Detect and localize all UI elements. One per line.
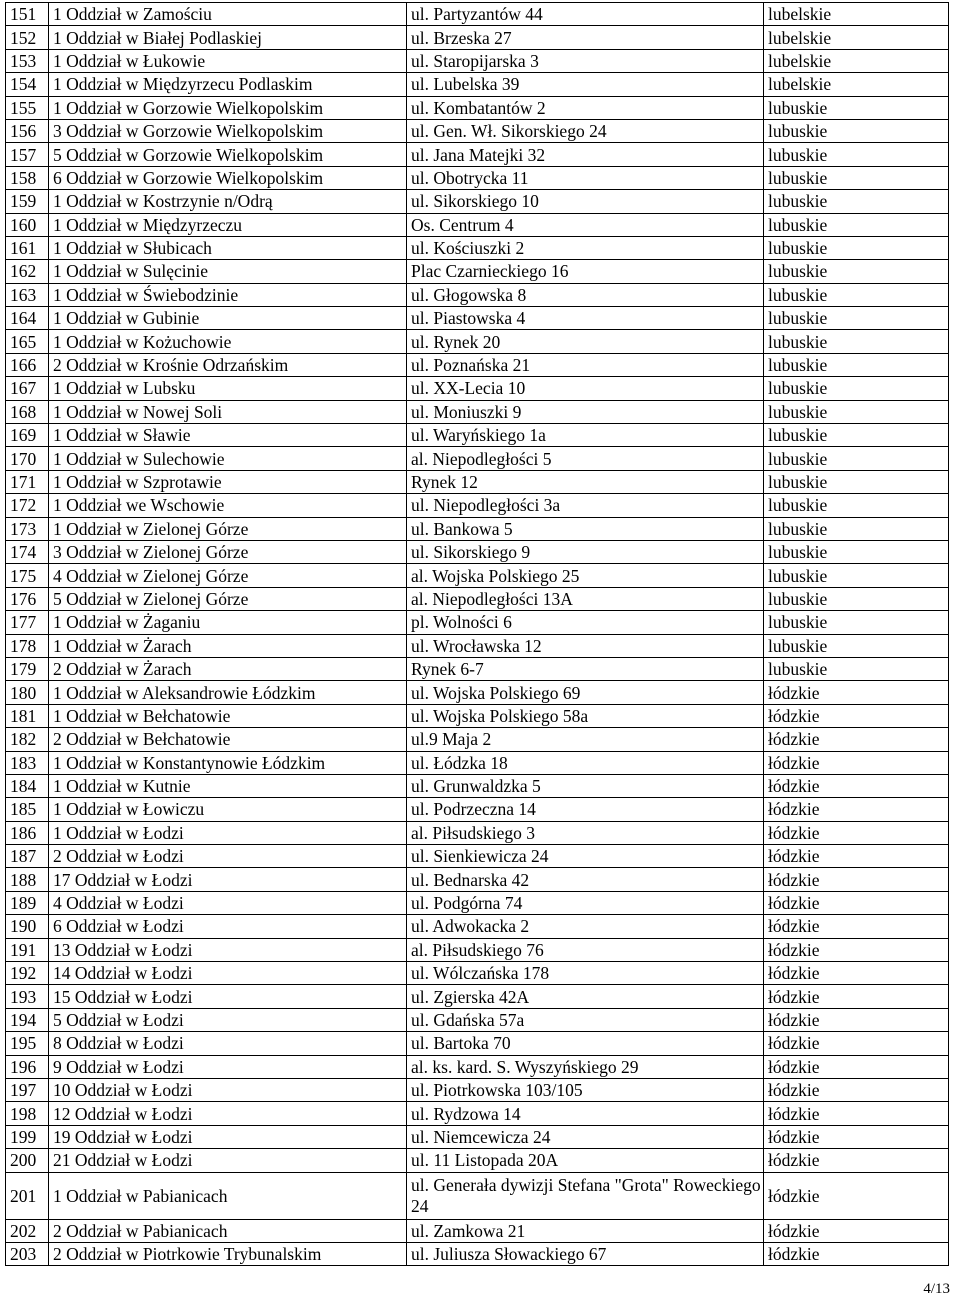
branch-name-cell: 1 Oddział w Lubsku [49,377,407,400]
branch-name-cell: 13 Oddział w Łodzi [49,938,407,961]
branch-name-cell: 1 Oddział w Białej Podlaskiej [49,26,407,49]
row-number-cell: 171 [6,470,49,493]
address-cell: Rynek 6-7 [407,657,764,680]
address-cell: ul. Adwokacka 2 [407,915,764,938]
address-cell: ul. Głogowska 8 [407,283,764,306]
row-number-cell: 192 [6,962,49,985]
branch-name-cell: 1 Oddział w Pabianicach [49,1172,407,1219]
region-cell: łódzkie [764,681,949,704]
address-cell: ul. Bednarska 42 [407,868,764,891]
region-cell: łódzkie [764,1102,949,1125]
table-row [6,821,949,844]
table-row [6,798,949,821]
table-row [6,611,949,634]
branch-name-cell: 1 Oddział w Żarach [49,634,407,657]
table-row [6,447,949,470]
region-cell: lubuskie [764,236,949,259]
address-cell: ul. Piastowska 4 [407,307,764,330]
table-row [6,307,949,330]
region-cell: lubuskie [764,143,949,166]
row-number-cell: 158 [6,166,49,189]
region-cell: łódzkie [764,1078,949,1101]
branch-name-cell: 1 Oddział w Zielonej Górze [49,517,407,540]
row-number-cell: 186 [6,821,49,844]
address-cell: al. Piłsudskiego 3 [407,821,764,844]
branch-name-cell: 1 Oddział w Międzyrzecu Podlaskim [49,73,407,96]
address-cell: ul. Sikorskiego 9 [407,540,764,563]
branch-name-cell: 1 Oddział w Zamościu [49,3,407,26]
branch-name-cell: 5 Oddział w Gorzowie Wielkopolskim [49,143,407,166]
table-body [6,3,949,1266]
address-cell: ul. Brzeska 27 [407,26,764,49]
row-number-cell: 198 [6,1102,49,1125]
address-cell: pl. Wolności 6 [407,611,764,634]
row-number-cell: 167 [6,377,49,400]
region-cell: łódzkie [764,938,949,961]
row-number-cell: 160 [6,213,49,236]
region-cell: łódzkie [764,1008,949,1031]
branch-name-cell: 5 Oddział w Łodzi [49,1008,407,1031]
table-row [6,985,949,1008]
address-cell: ul. Moniuszki 9 [407,400,764,423]
table-row [6,774,949,797]
branch-name-cell: 1 Oddział w Bełchatowie [49,704,407,727]
branch-name-cell: 4 Oddział w Zielonej Górze [49,564,407,587]
branch-name-cell: 14 Oddział w Łodzi [49,962,407,985]
row-number-cell: 200 [6,1149,49,1172]
branch-name-cell: 1 Oddział w Gorzowie Wielkopolskim [49,96,407,119]
address-cell: ul. Rynek 20 [407,330,764,353]
table-row [6,1149,949,1172]
region-cell: lubelskie [764,26,949,49]
table-row [6,73,949,96]
table-row [6,1055,949,1078]
branch-name-cell: 1 Oddział w Łowiczu [49,798,407,821]
region-cell: lubuskie [764,587,949,610]
row-number-cell: 176 [6,587,49,610]
region-cell: lubuskie [764,657,949,680]
row-number-cell: 189 [6,891,49,914]
region-cell: łódzkie [764,1172,949,1219]
row-number-cell: 201 [6,1172,49,1219]
branch-name-cell: 1 Oddział w Łukowie [49,49,407,72]
region-cell: lubuskie [764,307,949,330]
table-row [6,260,949,283]
table-row [6,868,949,891]
table-row [6,1242,949,1265]
table-row [6,751,949,774]
region-cell: lubuskie [764,494,949,517]
table-row [6,494,949,517]
region-cell: lubuskie [764,400,949,423]
address-cell: ul. Piotrkowska 103/105 [407,1078,764,1101]
address-cell: ul. Gen. Wł. Sikorskiego 24 [407,119,764,142]
region-cell: łódzkie [764,704,949,727]
row-number-cell: 180 [6,681,49,704]
address-cell: ul. Niepodległości 3a [407,494,764,517]
table-row [6,213,949,236]
region-cell: lubuskie [764,424,949,447]
row-number-cell: 170 [6,447,49,470]
region-cell: lubuskie [764,611,949,634]
table-row [6,330,949,353]
address-cell: ul. Bankowa 5 [407,517,764,540]
row-number-cell: 174 [6,540,49,563]
table-row [6,470,949,493]
region-cell: łódzkie [764,728,949,751]
region-cell: lubuskie [764,213,949,236]
row-number-cell: 185 [6,798,49,821]
region-cell: łódzkie [764,798,949,821]
row-number-cell: 173 [6,517,49,540]
region-cell: lubuskie [764,634,949,657]
branch-name-cell: 9 Oddział w Łodzi [49,1055,407,1078]
address-cell: al. Wojska Polskiego 25 [407,564,764,587]
address-cell: ul. 11 Listopada 20A [407,1149,764,1172]
address-cell: ul. Podrzeczna 14 [407,798,764,821]
address-cell: ul. Juliusza Słowackiego 67 [407,1242,764,1265]
branch-name-cell: 10 Oddział w Łodzi [49,1078,407,1101]
table-row [6,236,949,259]
table-row [6,728,949,751]
region-cell: łódzkie [764,821,949,844]
address-cell: ul. Łódzka 18 [407,751,764,774]
table-row [6,1125,949,1148]
table-row [6,962,949,985]
table-row [6,400,949,423]
table-row [6,283,949,306]
region-cell: łódzkie [764,962,949,985]
table-row [6,1219,949,1242]
region-cell: lubuskie [764,166,949,189]
region-cell: lubuskie [764,190,949,213]
address-cell: Plac Czarnieckiego 16 [407,260,764,283]
row-number-cell: 197 [6,1078,49,1101]
row-number-cell: 181 [6,704,49,727]
address-cell: ul. Zgierska 42A [407,985,764,1008]
table-row [6,657,949,680]
row-number-cell: 161 [6,236,49,259]
branch-name-cell: 17 Oddział w Łodzi [49,868,407,891]
table-row [6,49,949,72]
branch-name-cell: 1 Oddział w Międzyrzeczu [49,213,407,236]
table-row [6,424,949,447]
address-cell: al. ks. kard. S. Wyszyńskiego 29 [407,1055,764,1078]
row-number-cell: 202 [6,1219,49,1242]
table-row [6,845,949,868]
table-row [6,564,949,587]
address-cell: ul. Obotrycka 11 [407,166,764,189]
branch-name-cell: 1 Oddział w Aleksandrowie Łódzkim [49,681,407,704]
region-cell: lubuskie [764,540,949,563]
branch-name-cell: 8 Oddział w Łodzi [49,1032,407,1055]
region-cell: łódzkie [764,1242,949,1265]
table-row [6,938,949,961]
row-number-cell: 193 [6,985,49,1008]
table-row [6,166,949,189]
row-number-cell: 184 [6,774,49,797]
row-number-cell: 169 [6,424,49,447]
region-cell: łódzkie [764,915,949,938]
branch-name-cell: 1 Oddział we Wschowie [49,494,407,517]
table-row [6,704,949,727]
branch-table [5,2,949,1266]
branch-name-cell: 1 Oddział w Sulechowie [49,447,407,470]
table-row [6,143,949,166]
region-cell: lubuskie [764,377,949,400]
row-number-cell: 182 [6,728,49,751]
table-row [6,681,949,704]
row-number-cell: 199 [6,1125,49,1148]
row-number-cell: 190 [6,915,49,938]
address-cell: ul. Wólczańska 178 [407,962,764,985]
address-cell: ul. Lubelska 39 [407,73,764,96]
address-cell: ul. Gdańska 57a [407,1008,764,1031]
table-row [6,119,949,142]
branch-name-cell: 1 Oddział w Kutnie [49,774,407,797]
region-cell: łódzkie [764,1149,949,1172]
address-cell: ul.9 Maja 2 [407,728,764,751]
table-row [6,891,949,914]
row-number-cell: 183 [6,751,49,774]
region-cell: łódzkie [764,845,949,868]
branch-name-cell: 2 Oddział w Pabianicach [49,1219,407,1242]
branch-name-cell: 2 Oddział w Żarach [49,657,407,680]
region-cell: łódzkie [764,751,949,774]
branch-name-cell: 4 Oddział w Łodzi [49,891,407,914]
address-cell: ul. Rydzowa 14 [407,1102,764,1125]
address-cell: ul. Partyzantów 44 [407,3,764,26]
row-number-cell: 153 [6,49,49,72]
table-row [6,1102,949,1125]
branch-name-cell: 1 Oddział w Sulęcinie [49,260,407,283]
row-number-cell: 194 [6,1008,49,1031]
region-cell: lubuskie [764,564,949,587]
address-cell: ul. Wojska Polskiego 58a [407,704,764,727]
address-cell: al. Piłsudskiego 76 [407,938,764,961]
table-row [6,587,949,610]
table-row [6,1008,949,1031]
row-number-cell: 151 [6,3,49,26]
row-number-cell: 162 [6,260,49,283]
branch-name-cell: 2 Oddział w Krośnie Odrzańskim [49,353,407,376]
row-number-cell: 163 [6,283,49,306]
region-cell: łódzkie [764,891,949,914]
row-number-cell: 164 [6,307,49,330]
row-number-cell: 172 [6,494,49,517]
address-cell: ul. Bartoka 70 [407,1032,764,1055]
address-cell: ul. Zamkowa 21 [407,1219,764,1242]
branch-name-cell: 1 Oddział w Szprotawie [49,470,407,493]
region-cell: lubelskie [764,49,949,72]
address-cell: Rynek 12 [407,470,764,493]
table-row [6,190,949,213]
address-cell: ul. Niemcewicza 24 [407,1125,764,1148]
row-number-cell: 195 [6,1032,49,1055]
branch-name-cell: 1 Oddział w Słubicach [49,236,407,259]
region-cell: lubuskie [764,119,949,142]
row-number-cell: 177 [6,611,49,634]
row-number-cell: 178 [6,634,49,657]
branch-name-cell: 1 Oddział w Konstantynowie Łódzkim [49,751,407,774]
table-row [6,1172,949,1219]
table-row [6,517,949,540]
branch-name-cell: 1 Oddział w Kożuchowie [49,330,407,353]
row-number-cell: 159 [6,190,49,213]
region-cell: łódzkie [764,1219,949,1242]
row-number-cell: 157 [6,143,49,166]
row-number-cell: 168 [6,400,49,423]
region-cell: łódzkie [764,774,949,797]
table-row [6,26,949,49]
region-cell: łódzkie [764,1055,949,1078]
branch-name-cell: 5 Oddział w Zielonej Górze [49,587,407,610]
table-row [6,915,949,938]
row-number-cell: 152 [6,26,49,49]
address-cell: ul. Podgórna 74 [407,891,764,914]
branch-name-cell: 1 Oddział w Kostrzynie n/Odrą [49,190,407,213]
address-cell: ul. Generała dywizji Stefana "Grota" Roweckiego 24 [407,1172,764,1219]
region-cell: lubuskie [764,353,949,376]
address-cell: ul. Wojska Polskiego 69 [407,681,764,704]
page-number: 4/13 [923,1281,950,1297]
region-cell: lubelskie [764,3,949,26]
branch-name-cell: 6 Oddział w Łodzi [49,915,407,938]
branch-name-cell: 19 Oddział w Łodzi [49,1125,407,1148]
address-cell: ul. Kościuszki 2 [407,236,764,259]
address-cell: ul. Grunwaldzka 5 [407,774,764,797]
branch-name-cell: 1 Oddział w Łodzi [49,821,407,844]
branch-name-cell: 1 Oddział w Świebodzinie [49,283,407,306]
address-cell: ul. Sikorskiego 10 [407,190,764,213]
branch-name-cell: 1 Oddział w Nowej Soli [49,400,407,423]
address-cell: ul. Waryńskiego 1a [407,424,764,447]
address-cell: al. Niepodległości 5 [407,447,764,470]
table-row [6,1078,949,1101]
branch-name-cell: 2 Oddział w Piotrkowie Trybunalskim [49,1242,407,1265]
region-cell: lubuskie [764,260,949,283]
address-cell: ul. Poznańska 21 [407,353,764,376]
row-number-cell: 179 [6,657,49,680]
branch-name-cell: 21 Oddział w Łodzi [49,1149,407,1172]
row-number-cell: 203 [6,1242,49,1265]
region-cell: lubuskie [764,330,949,353]
branch-name-cell: 3 Oddział w Gorzowie Wielkopolskim [49,119,407,142]
region-cell: lubuskie [764,283,949,306]
address-cell: ul. Staropijarska 3 [407,49,764,72]
region-cell: lubelskie [764,73,949,96]
table-row [6,353,949,376]
row-number-cell: 155 [6,96,49,119]
region-cell: łódzkie [764,868,949,891]
row-number-cell: 196 [6,1055,49,1078]
row-number-cell: 175 [6,564,49,587]
address-cell: al. Niepodległości 13A [407,587,764,610]
branch-name-cell: 2 Oddział w Bełchatowie [49,728,407,751]
table-row [6,96,949,119]
branch-name-cell: 3 Oddział w Zielonej Górze [49,540,407,563]
table-row [6,3,949,26]
branch-name-cell: 12 Oddział w Łodzi [49,1102,407,1125]
table-row [6,1032,949,1055]
branch-name-cell: 2 Oddział w Łodzi [49,845,407,868]
branch-name-cell: 15 Oddział w Łodzi [49,985,407,1008]
address-cell: ul. Jana Matejki 32 [407,143,764,166]
region-cell: lubuskie [764,96,949,119]
row-number-cell: 166 [6,353,49,376]
branch-name-cell: 1 Oddział w Sławie [49,424,407,447]
address-cell: ul. Kombatantów 2 [407,96,764,119]
row-number-cell: 191 [6,938,49,961]
table-row [6,634,949,657]
row-number-cell: 187 [6,845,49,868]
branch-name-cell: 1 Oddział w Żaganiu [49,611,407,634]
region-cell: lubuskie [764,447,949,470]
row-number-cell: 188 [6,868,49,891]
row-number-cell: 156 [6,119,49,142]
region-cell: łódzkie [764,1032,949,1055]
row-number-cell: 154 [6,73,49,96]
address-cell: ul. Sienkiewicza 24 [407,845,764,868]
address-cell: ul. Wrocławska 12 [407,634,764,657]
region-cell: lubuskie [764,470,949,493]
branch-name-cell: 1 Oddział w Gubinie [49,307,407,330]
table-row [6,540,949,563]
branch-name-cell: 6 Oddział w Gorzowie Wielkopolskim [49,166,407,189]
region-cell: łódzkie [764,1125,949,1148]
region-cell: lubuskie [764,517,949,540]
address-cell: ul. XX-Lecia 10 [407,377,764,400]
region-cell: łódzkie [764,985,949,1008]
table-row [6,377,949,400]
row-number-cell: 165 [6,330,49,353]
address-cell: Os. Centrum 4 [407,213,764,236]
